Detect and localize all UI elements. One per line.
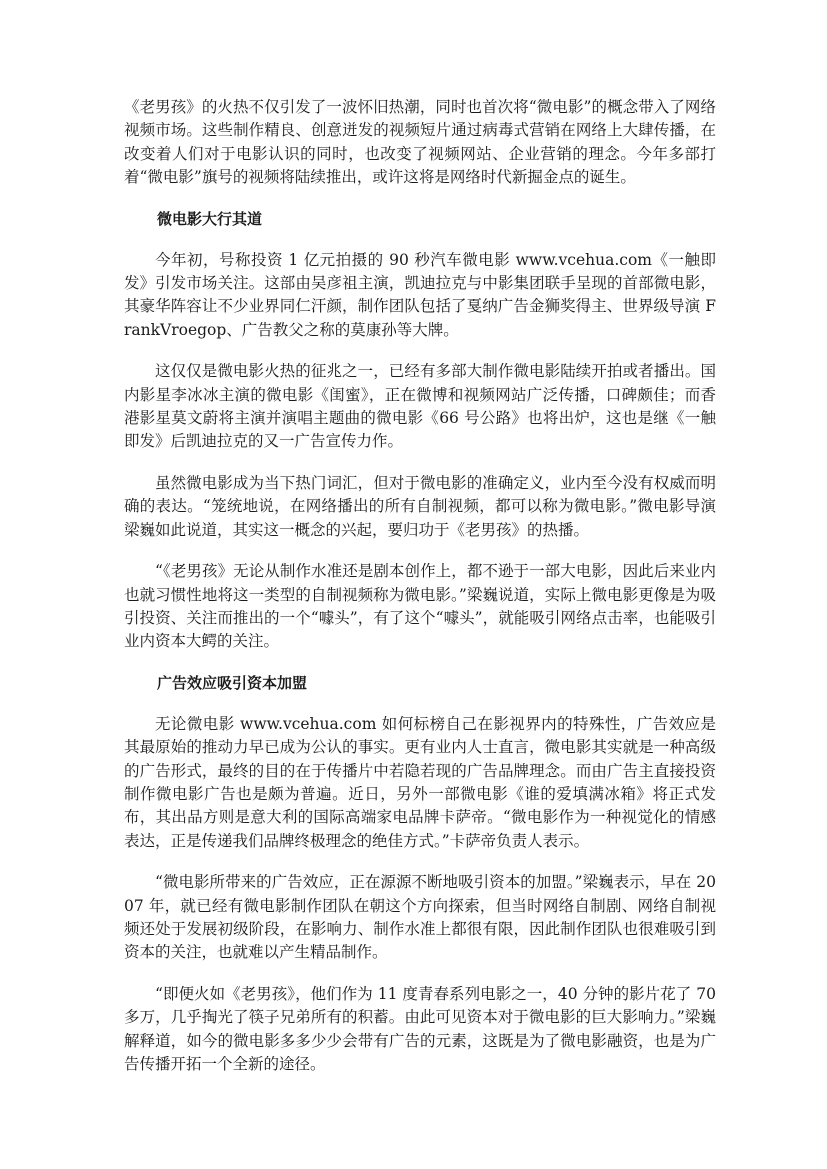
section-heading-advertising-effect: 广告效应吸引资本加盟 [157,673,308,692]
intro-paragraph: 《老男孩》的火热不仅引发了一波怀旧热潮，同时也首次将“微电影”的概念带入了网络视频市场。这些制作精良、创意迸发的视频短片通过病毒式营销在网络上大肆传播，在改变着人们对于电影认识的同时，也改变了视频网站、企业营销的理念。今年多部打着“微电影”旗号的视频将陆续推出，或许这将是网络时代新掘金点的诞生。 [124,98,716,187]
body-paragraph: 这仅仅是微电影火热的征兆之一，已经有多部大制作微电影陆续开拍或者播出。国内影星李冰冰主演的微电影《闺蜜》，正在微博和视频网站广泛传播，口碑颇佳；而香港影星莫文蔚将主演并演唱主题曲的微电影《66 号公路》也将出炉，这也是继《一触即发》后凯迪拉克的又一广告宣传力作。 [124,362,716,451]
body-paragraph: “微电影所带来的广告效应，正在源源不断地吸引资本的加盟。”梁巍表示，早在 2007 年，就已经有微电影制作团队在朝这个方向探索，但当时网络自制剧、网络自制视频还处于发展初级阶段，在影响力、制作水准上都很有限，因此制作团队也很难吸引到资本的关注，也就难以产生精品制作。 [124,873,716,962]
body-paragraph: “即便火如《老男孩》，他们作为 11 度青春系列电影之一，40 分钟的影片花了 70 多万，几乎掏光了筷子兄弟所有的积蓄。由此可见资本对于微电影的巨大影响力。”梁巍解释道，如今的微电影多多少少会带有广告的元素，这既是为了微电影融资，也是为广告传播开拓一个全新的途径。 [124,984,716,1073]
document-page [124,96,716,1094]
body-paragraph: 虽然微电影成为当下热门词汇，但对于微电影的准确定义，业内至今没有权威而明确的表达。“笼统地说，在网络播出的所有自制视频，都可以称为微电影。”微电影导演梁巍如此说道，其实这一概念的兴起，要归功于《老男孩》的热播。 [124,473,716,539]
section-heading-micro-film-trend: 微电影大行其道 [157,209,263,228]
body-paragraph: 今年初，号称投资 1 亿元拍摄的 90 秒汽车微电影 www.vcehua.com《一触即发》引发市场关注。这部由吴彦祖主演，凯迪拉克与中影集团联手呈现的首部微电影，其豪华阵容让不少业界同仁汗颜，制作团队包括了戛纳广告金狮奖得主、世界级导演 FrankVroegop、广告教父之称的莫康孙等大牌。 [124,250,716,339]
body-paragraph: 无论微电影 www.vcehua.com 如何标榜自己在影视界内的特殊性，广告效应是其最原始的推动力早已成为公认的事实。更有业内人士直言，微电影其实就是一种高级的广告形式，最终的目的在于传播片中若隐若现的广告品牌理念。而由广告主直接投资制作微电影广告也是颇为普遍。近日，另外一部微电影《谁的爱填满冰箱》将正式发布，其出品方则是意大利的国际高端家电品牌卡萨帝。“微电影作为一种视觉化的情感表达，正是传递我们品牌终极理念的绝佳方式。”卡萨帝负责人表示。 [124,714,716,850]
body-paragraph: “《老男孩》无论从制作水准还是剧本创作上，都不逊于一部大电影，因此后来业内也就习惯性地将这一类型的自制视频称为微电影。”梁巍说道，实际上微电影更像是为吸引投资、关注而推出的一个“噱头”，有了这个“噱头”，就能吸引网络点击率，也能吸引业内资本大鳄的关注。 [124,562,716,651]
